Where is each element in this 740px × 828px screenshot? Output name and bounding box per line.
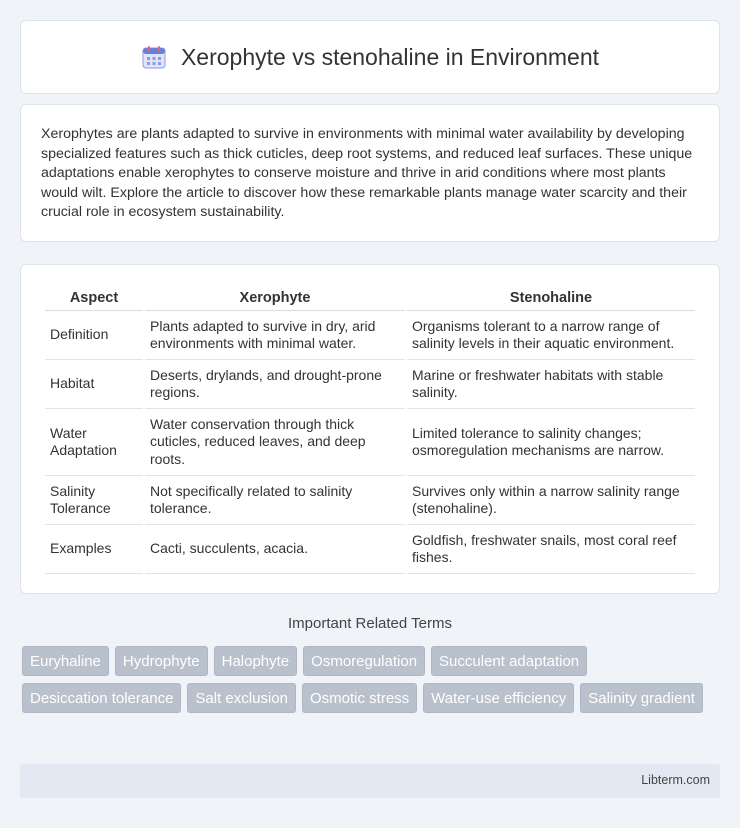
related-terms-list <box>22 646 722 713</box>
table-row <box>45 409 695 476</box>
tag-hydrophyte[interactable]: Hydrophyte <box>115 646 208 676</box>
tag-euryhaline[interactable]: Euryhaline <box>22 646 109 676</box>
tag-osmoregulation[interactable]: Osmoregulation <box>303 646 425 676</box>
table-row <box>45 476 695 525</box>
intro-card <box>20 104 720 242</box>
table-row <box>45 525 695 574</box>
cell-stenohaline: Marine or freshwater habitats with stable salinity. <box>407 360 695 409</box>
cell-stenohaline: Limited tolerance to salinity changes; osmoregulation mechanisms are narrow. <box>407 409 695 476</box>
cell-aspect: Salinity Tolerance <box>45 476 143 525</box>
tag-salt-exclusion[interactable]: Salt exclusion <box>187 683 296 713</box>
tag-succulent-adaptation[interactable]: Succulent adaptation <box>431 646 587 676</box>
table-row <box>45 311 695 360</box>
comparison-table-card <box>20 264 720 594</box>
table-header-row <box>45 285 695 311</box>
comparison-table <box>43 285 697 574</box>
calendar-icon <box>141 44 167 70</box>
tag-desiccation-tolerance[interactable]: Desiccation tolerance <box>22 683 181 713</box>
header-xerophyte: Xerophyte <box>145 285 405 311</box>
header-stenohaline: Stenohaline <box>407 285 695 311</box>
cell-aspect: Definition <box>45 311 143 360</box>
cell-xerophyte: Plants adapted to survive in dry, arid environments with minimal water. <box>145 311 405 360</box>
cell-xerophyte: Not specifically related to salinity tolerance. <box>145 476 405 525</box>
cell-aspect: Water Adaptation <box>45 409 143 476</box>
page-title: Xerophyte vs stenohaline in Environment <box>180 43 600 70</box>
cell-stenohaline: Goldfish, freshwater snails, most coral reef fishes. <box>407 525 695 574</box>
cell-xerophyte: Deserts, drylands, and drought-prone regions. <box>145 360 405 409</box>
cell-xerophyte: Water conservation through thick cuticles, reduced leaves, and deep roots. <box>145 409 405 476</box>
tag-water-use-efficiency[interactable]: Water-use efficiency <box>423 683 574 713</box>
header-aspect: Aspect <box>45 285 143 311</box>
intro-paragraph: Xerophytes are plants adapted to survive in environments with minimal water availability by developing specialized features such as thick cuticles, deep root systems, and reduced leaf surfaces. These unique adaptations enable xerophytes to conserve moisture and thrive in arid conditions where most plants would wilt. Explore the article to discover how these remarkable plants manage water scarcity and their crucial role in ecosystem sustainability. <box>41 126 693 221</box>
header-card <box>20 20 720 94</box>
footer <box>20 764 720 798</box>
cell-stenohaline: Survives only within a narrow salinity range (stenohaline). <box>407 476 695 525</box>
footer-site-link[interactable]: Libterm.com <box>641 773 710 787</box>
cell-stenohaline: Organisms tolerant to a narrow range of salinity levels in their aquatic environment. <box>407 311 695 360</box>
table-row <box>45 360 695 409</box>
tag-osmotic-stress[interactable]: Osmotic stress <box>302 683 417 713</box>
cell-xerophyte: Cacti, succulents, acacia. <box>145 525 405 574</box>
cell-aspect: Examples <box>45 525 143 574</box>
tag-halophyte[interactable]: Halophyte <box>214 646 298 676</box>
tag-salinity-gradient[interactable]: Salinity gradient <box>580 683 703 713</box>
related-terms-title: Important Related Terms <box>288 615 452 632</box>
cell-aspect: Habitat <box>45 360 143 409</box>
